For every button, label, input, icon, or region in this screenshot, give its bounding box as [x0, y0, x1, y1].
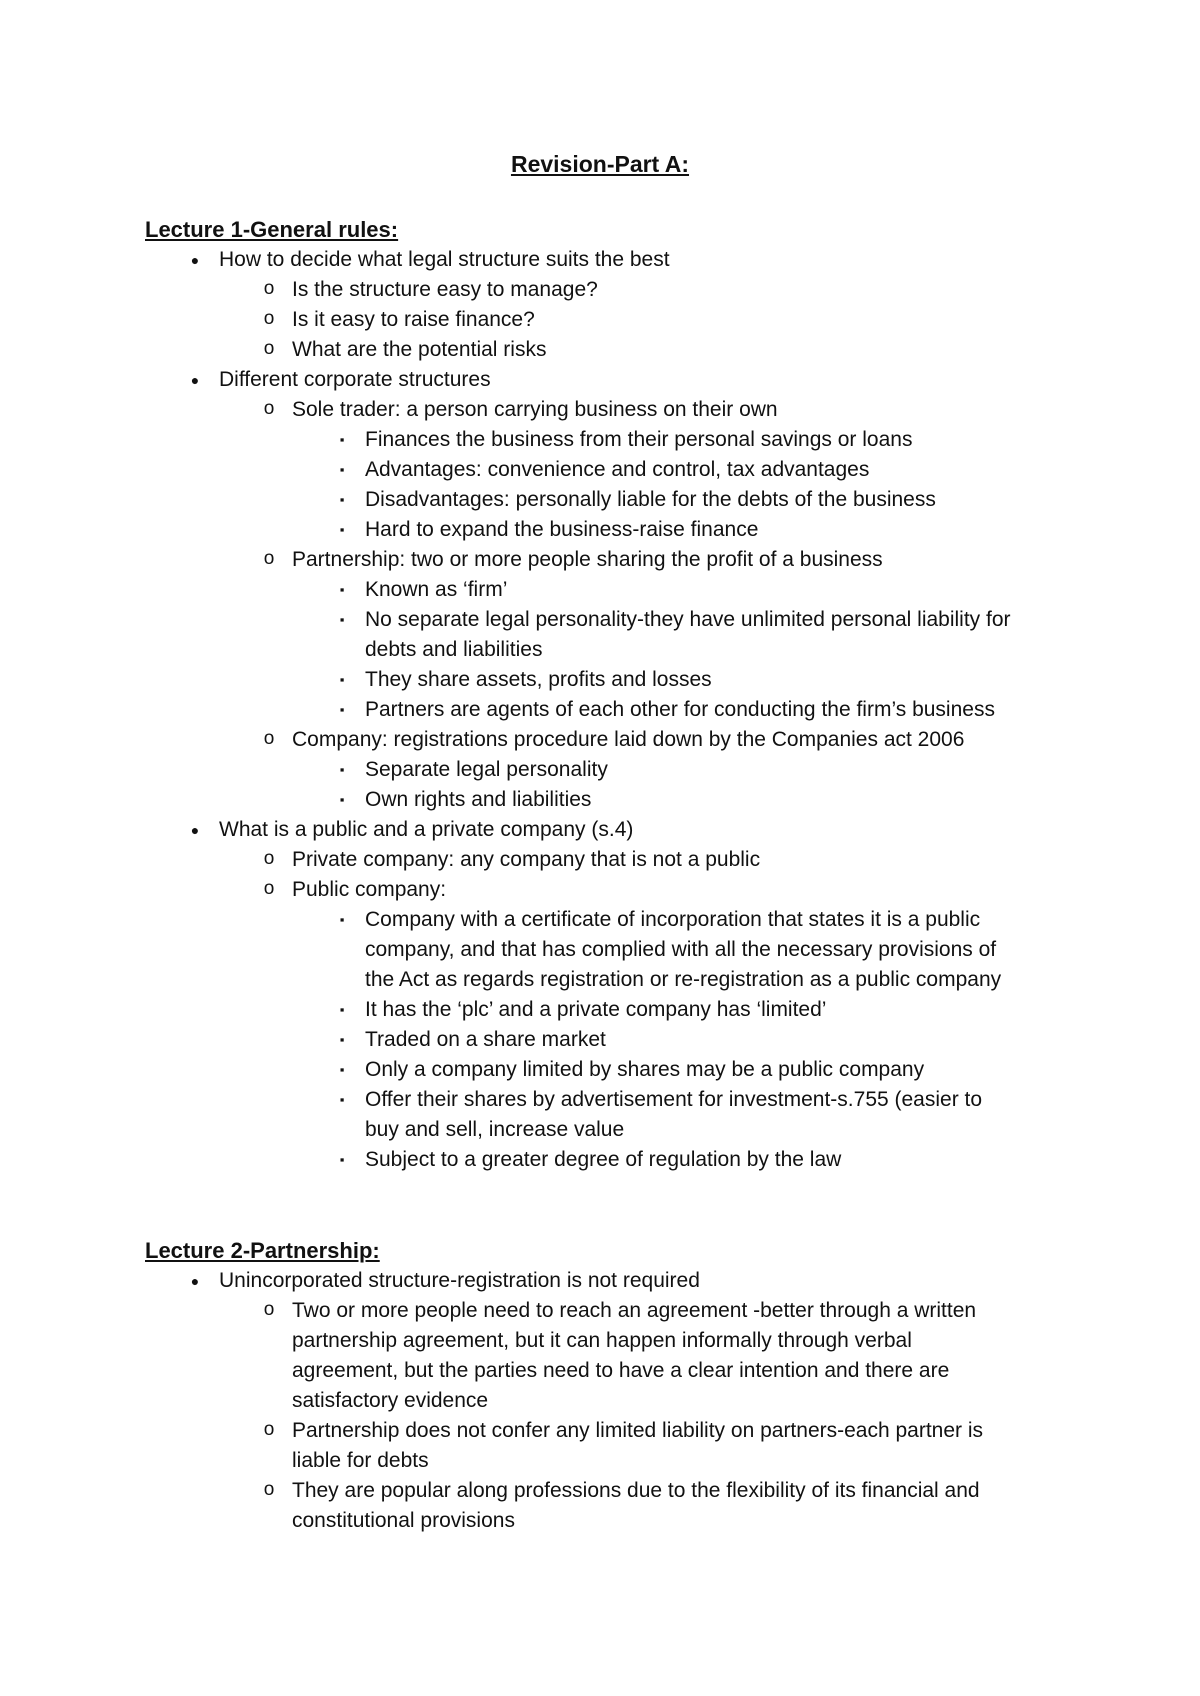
list-item: ▪ Subject to a greater degree of regulation by the law	[145, 1145, 1095, 1175]
list-item-continuation: satisfactory evidence	[292, 1389, 489, 1412]
circle-bullet-icon: o	[263, 548, 275, 569]
bullet-icon: ●	[190, 1273, 200, 1289]
list-item-continuation: buy and sell, increase value	[365, 1118, 625, 1141]
square-bullet-icon: ▪	[339, 522, 345, 537]
list-item: o What are the potential risks	[145, 335, 1095, 365]
list-item-continuation: liable for debts	[292, 1449, 429, 1472]
circle-bullet-icon: o	[263, 1419, 275, 1440]
list-item-continuation: company, and that has complied with all the necessary provisions of	[365, 938, 997, 961]
square-bullet-icon: ▪	[339, 1092, 345, 1107]
bullet-icon: ●	[190, 822, 200, 838]
square-bullet-icon: ▪	[339, 462, 345, 477]
bullet-icon: ●	[190, 372, 200, 388]
list-item: ▪ Known as ‘firm’	[145, 575, 1095, 605]
list-item: o They are popular along professions due to the flexibility of its financial and	[145, 1476, 1095, 1506]
list-item: o Is the structure easy to manage?	[145, 275, 1095, 305]
list-item: o Sole trader: a person carrying business on their own	[145, 395, 1095, 425]
square-bullet-icon: ▪	[339, 792, 345, 807]
list-item: o Two or more people need to reach an agreement -better through a written	[145, 1296, 1095, 1326]
circle-bullet-icon: o	[263, 308, 275, 329]
list-item-continuation: agreement, but the parties need to have a clear intention and there are	[292, 1359, 950, 1382]
square-bullet-icon: ▪	[339, 672, 345, 687]
list-item: ▪ Company with a certificate of incorporation that states it is a public	[145, 905, 1095, 935]
list-item: ▪ Offer their shares by advertisement for investment-s.755 (easier to	[145, 1085, 1095, 1115]
list-item: ● Unincorporated structure-registration is not required	[145, 1266, 1095, 1296]
list-item-continuation: debts and liabilities	[365, 638, 543, 661]
list-item: o Public company:	[145, 875, 1095, 905]
list-item-continuation: partnership agreement, but it can happen informally through verbal	[292, 1329, 912, 1352]
circle-bullet-icon: o	[263, 398, 275, 419]
list-item-continuation: the Act as regards registration or re-registration as a public company	[365, 968, 1002, 991]
square-bullet-icon: ▪	[339, 432, 345, 447]
list-item: o Company: registrations procedure laid down by the Companies act 2006	[145, 725, 1095, 755]
list-item: ▪ Disadvantages: personally liable for the debts of the business	[145, 485, 1095, 515]
square-bullet-icon: ▪	[339, 1002, 345, 1017]
list-item: ▪ Traded on a share market	[145, 1025, 1095, 1055]
document-title: Revision-Part A:	[510, 151, 690, 177]
list-item: ▪ Hard to expand the business-raise finance	[145, 515, 1095, 545]
circle-bullet-icon: o	[263, 1299, 275, 1320]
square-bullet-icon: ▪	[339, 762, 345, 777]
section-lecture-1	[145, 215, 1095, 1175]
list-item: ▪ Own rights and liabilities	[145, 785, 1095, 815]
circle-bullet-icon: o	[263, 848, 275, 869]
list-item: ▪ Advantages: convenience and control, tax advantages	[145, 455, 1095, 485]
square-bullet-icon: ▪	[339, 1062, 345, 1077]
section-heading: Lecture 1-General rules:	[145, 217, 399, 242]
section-lecture-2	[145, 1236, 1095, 1536]
list-item: ▪ Only a company limited by shares may be a public company	[145, 1055, 1095, 1085]
circle-bullet-icon: o	[263, 338, 275, 359]
list-item-continuation: constitutional provisions	[292, 1509, 515, 1532]
list-item: o Private company: any company that is not a public	[145, 845, 1095, 875]
circle-bullet-icon: o	[263, 1479, 275, 1500]
list-item: ● How to decide what legal structure suits the best	[145, 245, 1095, 275]
square-bullet-icon: ▪	[339, 1152, 345, 1167]
section-heading: Lecture 2-Partnership:	[145, 1238, 380, 1263]
circle-bullet-icon: o	[263, 728, 275, 749]
circle-bullet-icon: o	[263, 878, 275, 899]
list-item: o Is it easy to raise finance?	[145, 305, 1095, 335]
list-item: ▪ They share assets, profits and losses	[145, 665, 1095, 695]
square-bullet-icon: ▪	[339, 492, 345, 507]
list-item: o Partnership does not confer any limited liability on partners-each partner is	[145, 1416, 1095, 1446]
list-item: ▪ Partners are agents of each other for conducting the firm’s business	[145, 695, 1095, 725]
square-bullet-icon: ▪	[339, 612, 345, 627]
list-item: ▪ It has the ‘plc’ and a private company has ‘limited’	[145, 995, 1095, 1025]
list-item: ● Different corporate structures	[145, 365, 1095, 395]
list-item: ● What is a public and a private company (s.4)	[145, 815, 1095, 845]
list-item: ▪ Separate legal personality	[145, 755, 1095, 785]
bullet-icon: ●	[190, 252, 200, 268]
list-item: o Partnership: two or more people sharing the profit of a business	[145, 545, 1095, 575]
square-bullet-icon: ▪	[339, 912, 345, 927]
square-bullet-icon: ▪	[339, 582, 345, 597]
square-bullet-icon: ▪	[339, 1032, 345, 1047]
square-bullet-icon: ▪	[339, 702, 345, 717]
list-item: ▪ No separate legal personality-they have unlimited personal liability for	[145, 605, 1095, 635]
list-item: ▪ Finances the business from their personal savings or loans	[145, 425, 1095, 455]
circle-bullet-icon: o	[263, 278, 275, 299]
